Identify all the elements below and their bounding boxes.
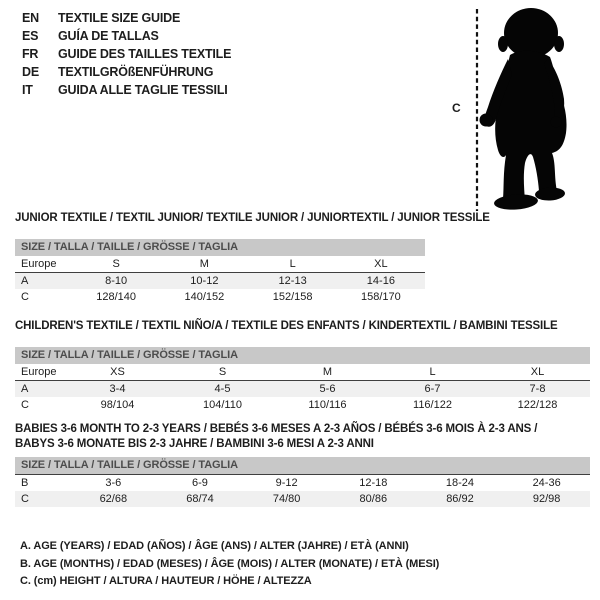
table-row — [15, 381, 590, 398]
size-cell: L — [380, 364, 485, 381]
language-label: TEXTILGRÖßENFÜHRUNG — [58, 65, 214, 79]
value-cell: 10-12 — [190, 275, 219, 287]
language-header — [22, 9, 231, 99]
value-cell: 74/80 — [272, 493, 301, 505]
row-label: C — [21, 291, 29, 303]
value-cell: 122/128 — [517, 399, 558, 411]
language-label: GUIDE DES TAILLES TEXTILE — [58, 47, 232, 61]
note-age-months: B. AGE (MONTHS) / EDAD (MESES) / ÂGE (MOIS) / ALTER (MONATE) / ETÀ (MESI) — [20, 557, 440, 570]
row-label: A — [21, 383, 29, 395]
value-cell: 5-6 — [319, 383, 336, 395]
junior-size-header-bar: SIZE / TALLA / TAILLE / GRÖSSE / TAGLIA — [15, 239, 425, 256]
language-code: IT — [22, 83, 33, 97]
note-height-cm: C. (cm) HEIGHT / ALTURA / HAUTEUR / HÖHE / ALTEZZA — [20, 575, 312, 587]
table-header-row — [15, 256, 425, 273]
value-cell: 158/170 — [360, 291, 401, 303]
table-row — [15, 491, 590, 507]
language-label: GUÍA DE TALLAS — [58, 29, 159, 43]
junior-title: JUNIOR TEXTILE / TEXTIL JUNIOR/ TEXTILE JUNIOR / JUNIORTEXTIL / JUNIOR TESSILE — [15, 212, 490, 224]
table-row — [15, 273, 425, 290]
table-row — [15, 289, 425, 305]
value-cell: 92/98 — [532, 493, 561, 505]
table-row — [15, 397, 590, 413]
baby-silhouette-icon — [440, 5, 590, 215]
value-cell: 12-13 — [278, 275, 307, 287]
language-code: EN — [22, 11, 39, 25]
row-label: C — [21, 399, 29, 411]
value-cell: 68/74 — [186, 493, 214, 505]
language-code: DE — [22, 65, 39, 79]
value-cell: 86/92 — [446, 493, 474, 505]
value-cell: 9-12 — [275, 477, 298, 489]
language-row — [22, 81, 231, 99]
value-cell: 128/140 — [96, 291, 136, 303]
language-label: GUIDA ALLE TAGLIE TESSILI — [58, 83, 228, 97]
language-label: TEXTILE SIZE GUIDE — [58, 11, 181, 25]
children-size-header-bar: SIZE / TALLA / TAILLE / GRÖSSE / TAGLIA — [15, 347, 590, 364]
value-cell: 62/68 — [99, 493, 128, 505]
size-cell: XL — [337, 256, 425, 273]
value-cell: 6-7 — [424, 383, 441, 395]
size-cell: L — [249, 256, 337, 273]
babies-section — [15, 422, 590, 507]
children-size-table — [15, 364, 590, 413]
value-cell: 110/116 — [308, 399, 347, 411]
value-cell: 98/104 — [100, 399, 135, 411]
table-header-row — [15, 364, 590, 381]
value-cell: 6-9 — [192, 477, 208, 489]
row-label: A — [21, 275, 29, 287]
value-cell: 8-10 — [105, 275, 128, 287]
value-cell: 24-36 — [532, 477, 561, 489]
value-cell: 4-5 — [214, 383, 231, 395]
value-cell: 140/152 — [184, 291, 225, 303]
legend-notes — [20, 538, 439, 591]
language-row — [22, 63, 231, 81]
value-cell: 3-4 — [109, 383, 126, 395]
language-code: ES — [22, 29, 39, 43]
size-cell: M — [160, 256, 248, 273]
babies-title-line2: BABYS 3-6 MONATE BIS 2-3 JAHRE / BAMBINI 3-6 MESI A 2-3 ANNI — [15, 438, 374, 450]
value-cell: 80/86 — [359, 493, 388, 505]
language-code: FR — [22, 47, 39, 61]
size-cell: S — [170, 364, 275, 381]
babies-size-table — [15, 475, 590, 507]
value-cell: 7-8 — [529, 383, 546, 395]
size-cell: XL — [485, 364, 590, 381]
language-row — [22, 27, 231, 45]
value-cell: 3-6 — [105, 477, 122, 489]
region-label: Europe — [15, 256, 72, 273]
junior-section — [15, 211, 490, 305]
babies-size-header-bar: SIZE / TALLA / TAILLE / GRÖSSE / TAGLIA — [15, 457, 590, 475]
junior-size-table — [15, 256, 425, 305]
table-row — [15, 475, 590, 491]
value-cell: 14-16 — [366, 275, 395, 287]
row-label: B — [21, 477, 29, 489]
region-label: Europe — [15, 364, 65, 381]
value-cell: 116/122 — [413, 399, 452, 411]
babies-title-line1: BABIES 3-6 MONTH TO 2-3 YEARS / BEBÉS 3-6 MESES A 2-3 AÑOS / BÉBÉS 3-6 MOIS À 2-3 ANS / — [15, 423, 538, 435]
value-cell: 18-24 — [445, 477, 475, 489]
value-cell: 104/110 — [203, 399, 242, 411]
value-cell: 152/158 — [272, 291, 313, 303]
size-cell: M — [275, 364, 380, 381]
row-label: C — [21, 493, 29, 505]
size-cell: XS — [65, 364, 170, 381]
children-section — [15, 319, 590, 413]
language-row — [22, 45, 231, 63]
language-row — [22, 9, 231, 27]
value-cell: 12-18 — [359, 477, 388, 489]
size-cell: S — [72, 256, 160, 273]
children-title: CHILDREN'S TEXTILE / TEXTIL NIÑO/A / TEXTILE DES ENFANTS / KINDERTEXTIL / BAMBINI TESSILE — [15, 320, 558, 332]
height-measure-label: C — [452, 101, 461, 115]
note-age-years: A. AGE (YEARS) / EDAD (AÑOS) / ÂGE (ANS) / ALTER (JAHRE) / ETÀ (ANNI) — [20, 540, 409, 552]
